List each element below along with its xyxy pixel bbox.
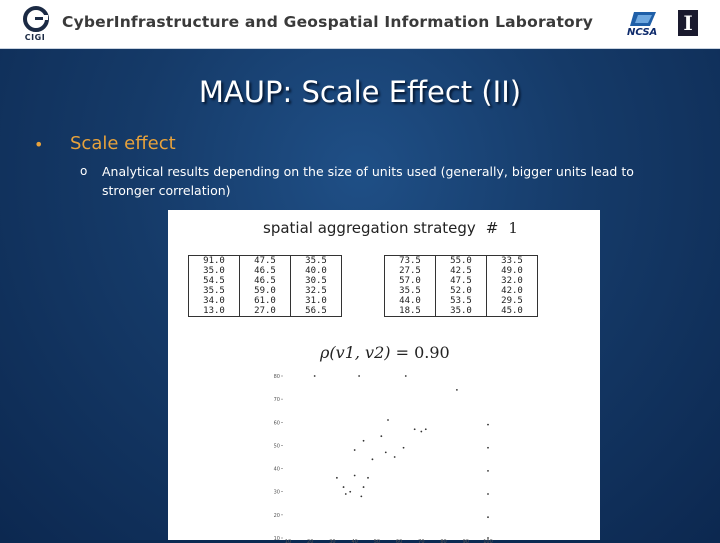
table-cell: 59.0 [240, 286, 291, 296]
scatter-point [487, 470, 489, 472]
table-cell: 34.0 [189, 296, 240, 306]
table-row [385, 306, 538, 317]
table-cell: 33.5 [487, 256, 538, 267]
scatter-point [354, 475, 356, 477]
table-cell: 27.5 [385, 266, 436, 276]
table-cell: 40.0 [291, 266, 342, 276]
scatter-point [360, 495, 362, 497]
slide-title: MAUP: Scale Effect (II) [198, 75, 522, 109]
x-tick-label: 100 [483, 539, 493, 543]
table-cell: 46.5 [240, 266, 291, 276]
ncsa-logo-text: NCSA [627, 27, 658, 38]
y-tick-label: 60 [273, 420, 280, 427]
x-tick-label: 80 [440, 539, 447, 543]
table-cell: 30.5 [291, 276, 342, 286]
scatter-point [345, 493, 347, 495]
table-cell: 47.5 [436, 276, 487, 286]
table-cell: 45.0 [487, 306, 538, 317]
cigi-logo-text: CIGI [24, 33, 46, 42]
scatter-point [387, 419, 389, 421]
scatter-point [456, 389, 458, 391]
scatter-point [380, 435, 382, 437]
table-cell: 35.5 [291, 256, 342, 267]
x-tick-label: 20 [307, 539, 314, 543]
scatter-point [354, 449, 356, 451]
table-cell: 57.0 [385, 276, 436, 286]
scatter-point [487, 537, 489, 539]
x-tick-label: 10 [284, 539, 292, 543]
table-cell: 42.5 [436, 266, 487, 276]
scatter-point [403, 447, 405, 449]
scatter-point [343, 486, 345, 488]
table-row [385, 276, 538, 286]
table-cell: 61.0 [240, 296, 291, 306]
sub-bullet-text: Analytical results depending on the size of units used (generally, bigger units lead to stronger correlation) [102, 164, 634, 198]
y-tick-label: 50 [273, 443, 280, 450]
scatter-point [363, 440, 365, 442]
table-cell: 27.0 [240, 306, 291, 317]
table-row [189, 256, 342, 267]
table-cell: 35.5 [189, 286, 240, 296]
scatter-point [385, 451, 387, 453]
y-tick-label: 40 [273, 466, 280, 473]
scatter-point [487, 424, 489, 426]
slide-body [0, 49, 720, 543]
y-tick-label: 70 [273, 397, 280, 404]
table-cell: 49.0 [487, 266, 538, 276]
table-row [385, 256, 538, 267]
scatter-point [372, 458, 374, 460]
scatter-point [367, 477, 369, 479]
scatter-point [420, 431, 422, 433]
table-cell: 91.0 [189, 256, 240, 267]
x-tick-label: 40 [351, 539, 358, 543]
aggregation-figure [168, 210, 600, 543]
header-bar [0, 0, 720, 49]
x-tick-label: 60 [395, 539, 403, 543]
table-row [189, 276, 342, 286]
scatter-point [487, 493, 489, 495]
figure-title-hash: # [485, 219, 499, 237]
scatter-point [314, 375, 316, 377]
table-row [385, 286, 538, 296]
rho-value: 0.90 [414, 343, 450, 362]
y-tick-label: 10 [273, 536, 280, 542]
table-row [189, 266, 342, 276]
figure-title-number: 1 [508, 219, 518, 237]
scatter-point [349, 491, 351, 493]
table-cell: 52.0 [436, 286, 487, 296]
scatter-point [487, 516, 489, 518]
x-tick-label: 30 [329, 539, 336, 543]
scatter-point [363, 486, 365, 488]
scatter-point [405, 375, 407, 377]
table-row [385, 296, 538, 306]
scatter-plot [268, 368, 498, 543]
table-row [189, 306, 342, 317]
illinois-logo-icon: I [678, 10, 698, 36]
table-row [385, 266, 538, 276]
x-tick-label: 90 [462, 539, 469, 543]
table-cell: 46.5 [240, 276, 291, 286]
table-cell: 32.5 [291, 286, 342, 296]
lab-title: CyberInfrastructure and Geospatial Information Laboratory [62, 13, 594, 31]
table-cell: 32.0 [487, 276, 538, 286]
aggregation-table-left [188, 255, 342, 317]
x-tick-label: 70 [418, 539, 425, 543]
table-cell: 13.0 [189, 306, 240, 317]
scatter-point [487, 447, 489, 449]
figure-title [263, 219, 518, 237]
rho-label: ρ(v1, v2) = [320, 343, 409, 362]
table-cell: 35.0 [436, 306, 487, 317]
scatter-point [414, 428, 416, 430]
table-cell: 55.0 [436, 256, 487, 267]
table-cell: 31.0 [291, 296, 342, 306]
table-cell: 35.5 [385, 286, 436, 296]
scatter-point [394, 456, 396, 458]
y-tick-label: 80 [273, 374, 280, 380]
table-row [189, 286, 342, 296]
table-cell: 29.5 [487, 296, 538, 306]
y-tick-label: 30 [273, 489, 280, 496]
x-tick-label: 50 [373, 539, 381, 543]
correlation-label [320, 343, 450, 362]
table-cell: 56.5 [291, 306, 342, 317]
aggregation-table-right [384, 255, 538, 317]
table-cell: 47.5 [240, 256, 291, 267]
table-cell: 54.5 [189, 276, 240, 286]
table-cell: 18.5 [385, 306, 436, 317]
y-tick-label: 20 [273, 512, 280, 519]
table-cell: 53.5 [436, 296, 487, 306]
scatter-point [425, 428, 427, 430]
table-cell: 73.5 [385, 256, 436, 267]
figure-title-text: spatial aggregation strategy [263, 219, 476, 237]
bullet-text: Scale effect [70, 133, 176, 154]
scatter-point [336, 477, 338, 479]
bullet-icon: • [34, 135, 44, 154]
table-cell: 35.0 [189, 266, 240, 276]
table-row [189, 296, 342, 306]
scatter-point [358, 375, 360, 377]
sub-bullet-icon: o [80, 164, 88, 178]
table-cell: 44.0 [385, 296, 436, 306]
table-cell: 42.0 [487, 286, 538, 296]
